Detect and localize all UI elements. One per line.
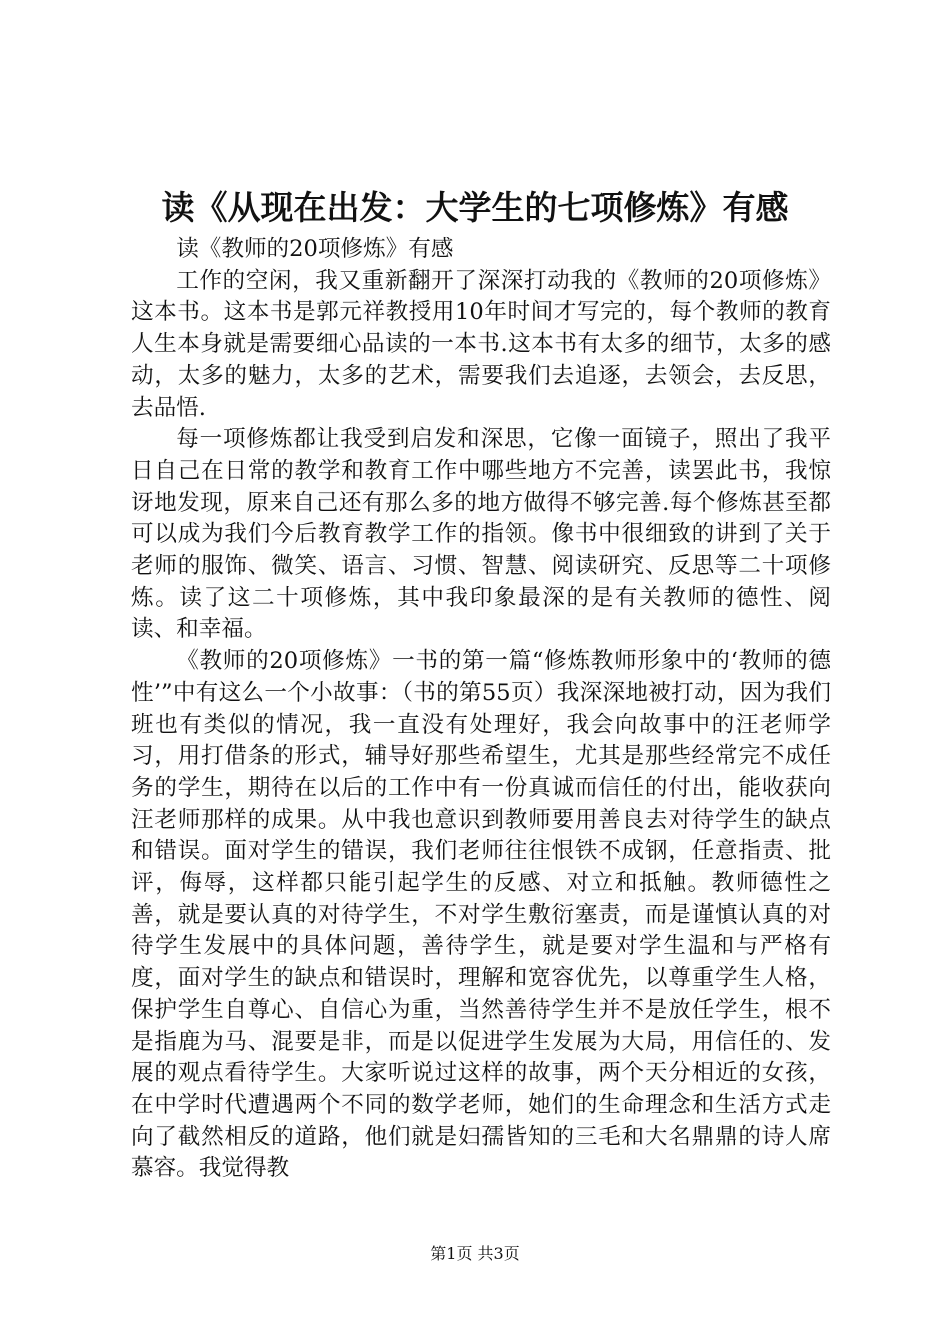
document-body (131, 234, 831, 1185)
paragraph: 每一项修炼都让我受到启发和深思，它像一面镜子，照出了我平日自己在日常的教学和教育工作中哪些地方不完善，读罢此书，我惊讶地发现，原来自己还有那么多的地方做得不够完善.每个修炼甚至都可以成为我们今后教育教学工作的指领。像书中很细致的讲到了关于老师的服饰、微笑、语言、习惯、智慧、阅读研究、反思等二十项修炼。读了这二十项修炼，其中我印象最深的是有关教师的德性、阅读、和幸福。 (131, 426, 831, 643)
paragraph: 工作的空闲，我又重新翻开了深深打动我的《教师的20项修炼》这本书。这本书是郭元祥教授用10年时间才写完的，每个教师的教育人生本身就是需要细心品读的一本书.这本书有太多的细节，太多的感动，太多的魅力，太多的艺术，需要我们去追逐，去领会，去反思，去品悟. (131, 267, 831, 421)
page-number-footer: 第1页 共3页 (430, 1244, 520, 1263)
document-title: 读《从现在出发：大学生的七项修炼》有感 (161, 188, 789, 227)
paragraph-subtitle: 读《教师的20项修炼》有感 (176, 236, 454, 262)
paragraph: 《教师的20项修炼》一书的第一篇“修炼教师形象中的‘教师的德性’”中有这么一个小故事：（书的第55页）我深深地被打动，因为我们班也有类似的情况，我一直没有处理好，我会向故事中的汪老师学习，用打借条的形式，辅导好那些希望生，尤其是那些经常完不成任务的学生，期待在以后的工作中有一份真诚而信任的付出，能收获向汪老师那样的成果。从中我也意识到教师要用善良去对待学生的缺点和错误。面对学生的错误，我们老师往往恨铁不成钢，任意指责、批评，侮辱，这样都只能引起学生的反感、对立和抵触。教师德性之善，就是要认真的对待学生，不对学生敷衍塞责，而是谨慎认真的对待学生发展中的具体问题，善待学生，就是要对学生温和与严格有度，面对学生的缺点和错误时，理解和宽容优先，以尊重学生人格，保护学生自尊心、自信心为重，当然善待学生并不是放任学生，根不是指鹿为马、混要是非，而是以促进学生发展为大局，用信任的、发展的观点看待学生。大家听说过这样的故事，两个天分相近的女孩，在中学时代遭遇两个不同的数学老师，她们的生命理念和生活方式走向了截然相反的道路，他们就是妇孺皆知的三毛和大名鼎鼎的诗人席慕容。我觉得教 (131, 648, 831, 1182)
